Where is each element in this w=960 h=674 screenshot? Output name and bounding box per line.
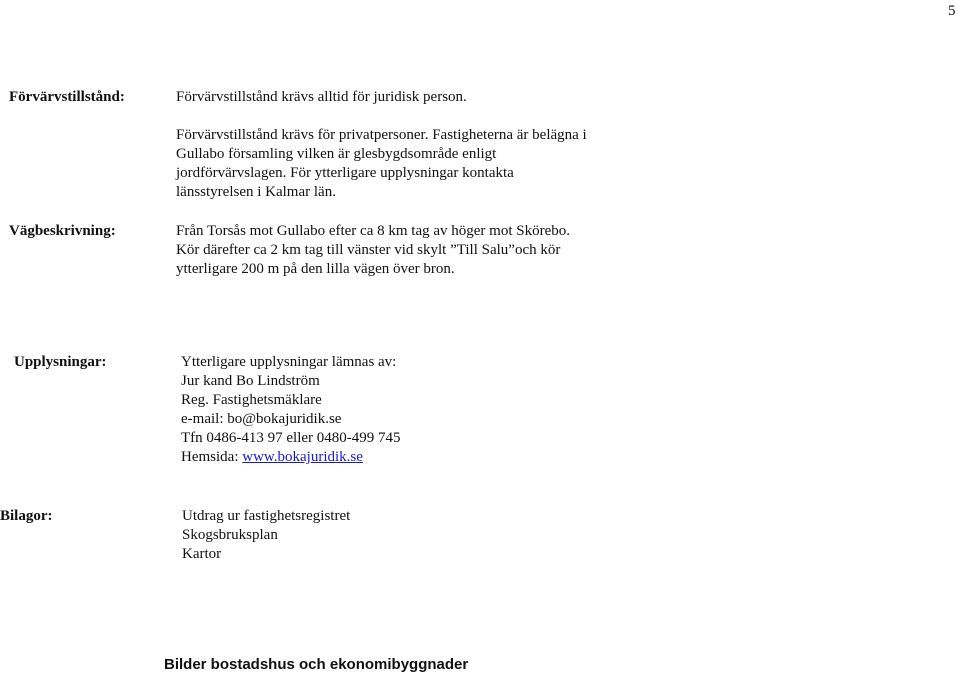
acquisition-line: Förvärvstillstånd krävs för privatpersoner. Fastigheterna är belägna i <box>176 127 587 143</box>
info-line: e-mail: bo@bokajuridik.se <box>181 411 342 427</box>
info-line: Ytterligare upplysningar lämnas av: <box>181 354 397 370</box>
acquisition-text-1: Förvärvstillstånd krävs alltid för juridisk person. <box>176 89 467 105</box>
directions-line: Kör därefter ca 2 km tag till vänster vid skylt ”Till Salu”och kör <box>176 242 561 258</box>
info-line: Reg. Fastighetsmäklare <box>181 392 322 408</box>
website-link[interactable]: www.bokajuridik.se <box>242 449 363 465</box>
acquisition-label: Förvärvstillstånd: <box>9 89 125 105</box>
acquisition-text-2 <box>176 126 646 202</box>
directions-line: Från Torsås mot Gullabo efter ca 8 km tag av höger mot Skörebo. <box>176 223 570 239</box>
info-line: Tfn 0486-413 97 eller 0480-499 745 <box>181 430 401 446</box>
acquisition-line: jordförvärvslagen. För ytterligare upplysningar kontakta <box>176 165 514 181</box>
info-text <box>181 353 651 467</box>
attachments-list <box>182 507 652 564</box>
directions-line: ytterligare 200 m på den lilla vägen över bron. <box>176 261 455 277</box>
website-line <box>181 448 651 467</box>
page-number: 5 <box>948 3 956 19</box>
footer-title: Bilder bostadshus och ekonomibyggnader <box>164 656 469 673</box>
info-line: Jur kand Bo Lindström <box>181 373 320 389</box>
acquisition-line: länsstyrelsen i Kalmar län. <box>176 184 336 200</box>
attachment-item: Kartor <box>182 546 222 562</box>
directions-label: Vägbeskrivning: <box>9 223 116 239</box>
acquisition-line: Gullabo församling vilken är glesbygdsområde enligt <box>176 146 497 162</box>
attachment-item: Utdrag ur fastighetsregistret <box>182 508 351 524</box>
attachments-label: Bilagor: <box>0 508 53 524</box>
website-prefix: Hemsida: <box>181 449 243 465</box>
info-label: Upplysningar: <box>14 354 107 370</box>
directions-text <box>176 222 646 279</box>
attachment-item: Skogsbruksplan <box>182 527 278 543</box>
